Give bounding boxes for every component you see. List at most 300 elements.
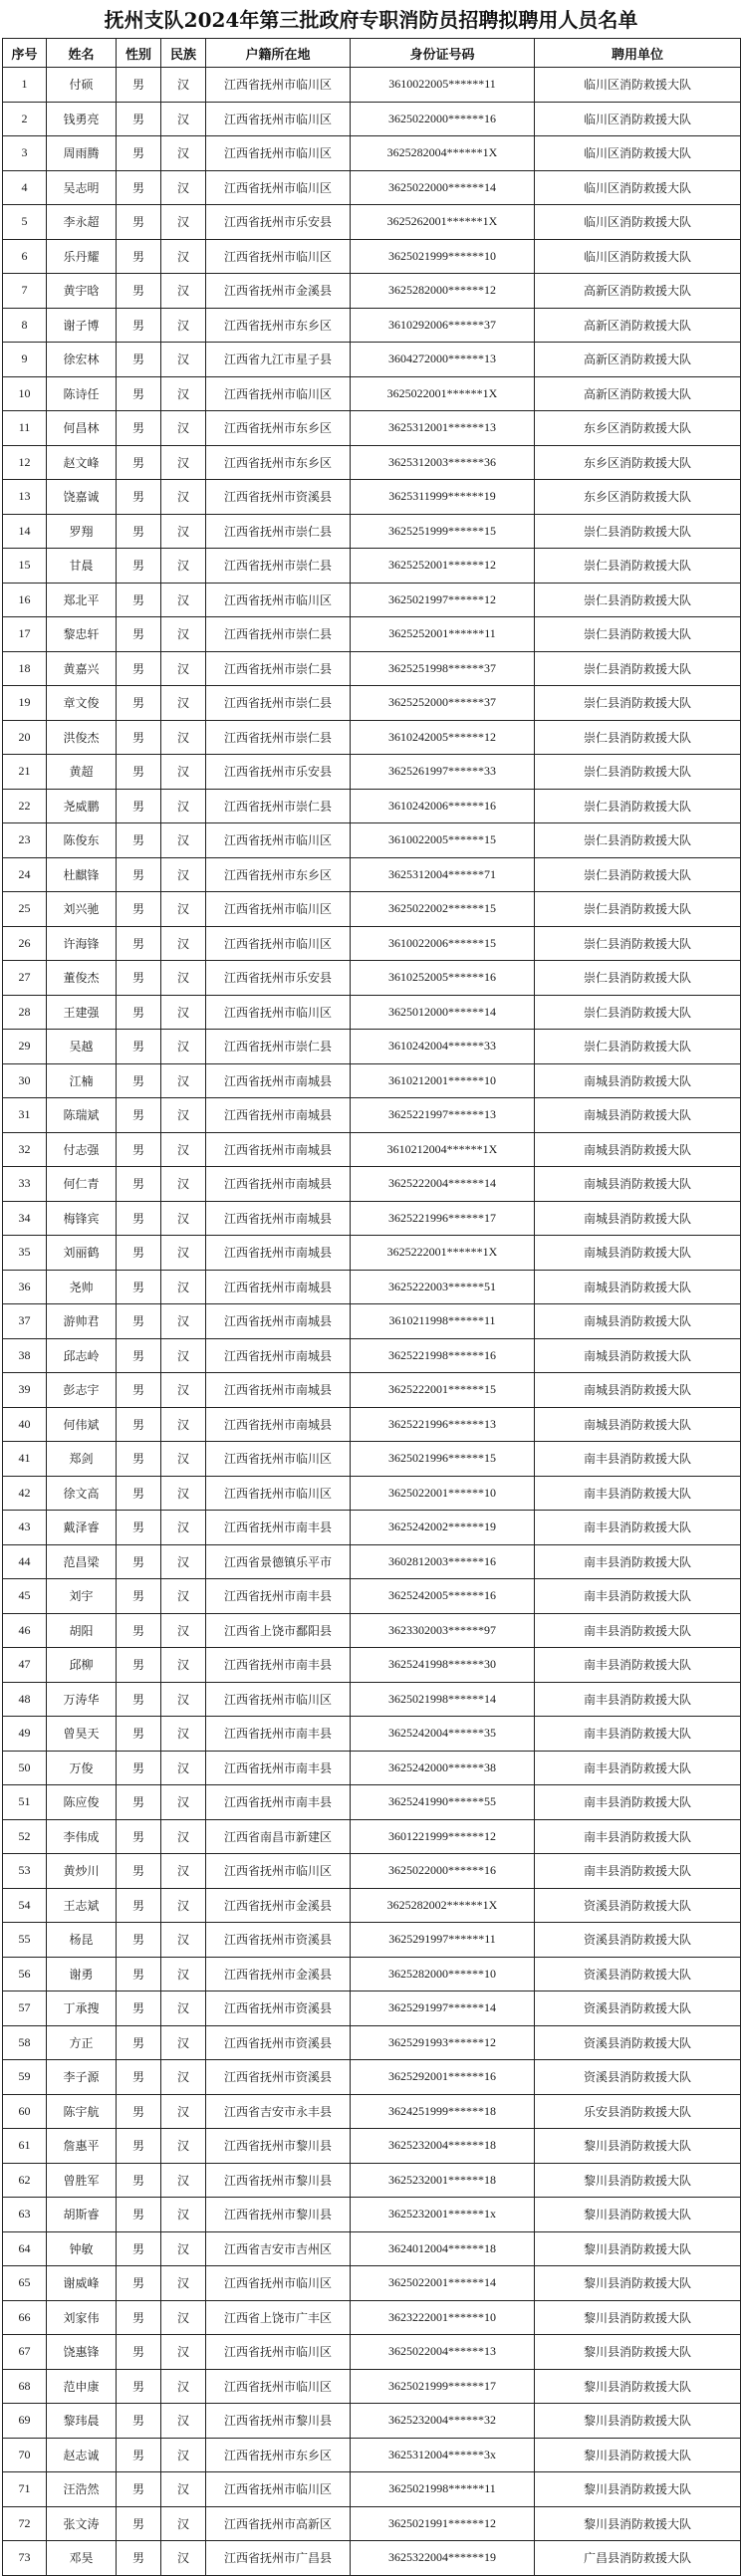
cell-gender: 男: [117, 2231, 161, 2266]
header-ethnicity: 民族: [161, 39, 206, 68]
cell-hometown: 江西省抚州市崇仁县: [206, 617, 351, 652]
cell-gender: 男: [117, 1304, 161, 1339]
table-row: [3, 1132, 741, 1167]
table-row: [3, 2129, 741, 2164]
cell-employer: 崇仁县消防救援大队: [535, 755, 741, 790]
table-row: [3, 2231, 741, 2266]
cell-hometown: 江西省抚州市南城县: [206, 1063, 351, 1098]
cell-id-number: 3625232001******18: [351, 2163, 535, 2198]
cell-hometown: 江西省抚州市黎川县: [206, 2163, 351, 2198]
cell-gender: 男: [117, 1613, 161, 1648]
table-row: [3, 308, 741, 343]
cell-hometown: 江西省抚州市临川区: [206, 2369, 351, 2404]
cell-gender: 男: [117, 376, 161, 411]
cell-ethnicity: 汉: [161, 2335, 206, 2370]
cell-number: 11: [3, 411, 47, 446]
cell-ethnicity: 汉: [161, 823, 206, 858]
cell-name: 李伟成: [47, 1819, 117, 1854]
header-hometown: 户籍所在地: [206, 39, 351, 68]
cell-employer: 崇仁县消防救援大队: [535, 514, 741, 549]
cell-hometown: 江西省抚州市临川区: [206, 1854, 351, 1889]
cell-id-number: 3610242006******16: [351, 789, 535, 823]
cell-gender: 男: [117, 857, 161, 892]
cell-ethnicity: 汉: [161, 755, 206, 790]
cell-number: 26: [3, 926, 47, 961]
cell-number: 65: [3, 2266, 47, 2301]
cell-name: 江楠: [47, 1063, 117, 1098]
cell-hometown: 江西省抚州市南丰县: [206, 1579, 351, 1614]
cell-gender: 男: [117, 1201, 161, 1236]
cell-employer: 崇仁县消防救援大队: [535, 686, 741, 721]
cell-name: 黄超: [47, 755, 117, 790]
cell-ethnicity: 汉: [161, 1991, 206, 2026]
cell-ethnicity: 汉: [161, 686, 206, 721]
table-row: [3, 1751, 741, 1785]
cell-gender: 男: [117, 1063, 161, 1098]
cell-employer: 崇仁县消防救援大队: [535, 1030, 741, 1064]
table-row: [3, 583, 741, 617]
cell-ethnicity: 汉: [161, 205, 206, 240]
cell-gender: 男: [117, 2266, 161, 2301]
cell-id-number: 3625261997******33: [351, 755, 535, 790]
cell-employer: 崇仁县消防救援大队: [535, 961, 741, 996]
cell-ethnicity: 汉: [161, 480, 206, 515]
cell-employer: 南丰县消防救援大队: [535, 1511, 741, 1545]
cell-employer: 南城县消防救援大队: [535, 1098, 741, 1133]
cell-number: 51: [3, 1785, 47, 1820]
cell-employer: 南丰县消防救援大队: [535, 1682, 741, 1717]
cell-number: 47: [3, 1648, 47, 1683]
cell-hometown: 江西省南昌市新建区: [206, 1819, 351, 1854]
cell-name: 陈俊东: [47, 823, 117, 858]
cell-gender: 男: [117, 2438, 161, 2472]
cell-ethnicity: 汉: [161, 68, 206, 103]
cell-id-number: 3625022001******14: [351, 2266, 535, 2301]
cell-ethnicity: 汉: [161, 2266, 206, 2301]
cell-number: 72: [3, 2506, 47, 2541]
table-row: [3, 1030, 741, 1064]
cell-employer: 黎川县消防救援大队: [535, 2506, 741, 2541]
cell-name: 章文俊: [47, 686, 117, 721]
table-row: [3, 1717, 741, 1752]
table-row: [3, 1888, 741, 1923]
table-row: [3, 1236, 741, 1271]
cell-employer: 南城县消防救援大队: [535, 1304, 741, 1339]
cell-employer: 资溪县消防救援大队: [535, 1957, 741, 1991]
table-row: [3, 1167, 741, 1202]
cell-name: 游帅君: [47, 1304, 117, 1339]
cell-hometown: 江西省抚州市乐安县: [206, 205, 351, 240]
table-row: [3, 2060, 741, 2095]
cell-number: 10: [3, 376, 47, 411]
table-row: [3, 651, 741, 686]
cell-ethnicity: 汉: [161, 2369, 206, 2404]
table-row: [3, 2472, 741, 2507]
cell-ethnicity: 汉: [161, 1338, 206, 1373]
cell-id-number: 3625221996******13: [351, 1407, 535, 1442]
cell-ethnicity: 汉: [161, 926, 206, 961]
cell-hometown: 江西省上饶市鄱阳县: [206, 1613, 351, 1648]
cell-ethnicity: 汉: [161, 2438, 206, 2472]
cell-ethnicity: 汉: [161, 2025, 206, 2060]
table-body: [3, 68, 741, 2576]
cell-gender: 男: [117, 2129, 161, 2164]
cell-id-number: 3625022001******10: [351, 1476, 535, 1511]
cell-ethnicity: 汉: [161, 1236, 206, 1271]
cell-id-number: 3610252005******16: [351, 961, 535, 996]
cell-number: 53: [3, 1854, 47, 1889]
cell-ethnicity: 汉: [161, 343, 206, 377]
cell-gender: 男: [117, 2025, 161, 2060]
cell-gender: 男: [117, 1544, 161, 1579]
cell-gender: 男: [117, 2506, 161, 2541]
cell-employer: 崇仁县消防救援大队: [535, 857, 741, 892]
cell-id-number: 3625021997******12: [351, 583, 535, 617]
header-gender: 性别: [117, 39, 161, 68]
cell-name: 何伟斌: [47, 1407, 117, 1442]
cell-name: 徐宏林: [47, 343, 117, 377]
cell-ethnicity: 汉: [161, 1957, 206, 1991]
cell-hometown: 江西省抚州市资溪县: [206, 480, 351, 515]
cell-gender: 男: [117, 1098, 161, 1133]
cell-ethnicity: 汉: [161, 1304, 206, 1339]
cell-hometown: 江西省九江市星子县: [206, 343, 351, 377]
cell-name: 郑北平: [47, 583, 117, 617]
cell-ethnicity: 汉: [161, 376, 206, 411]
cell-ethnicity: 汉: [161, 1098, 206, 1133]
cell-gender: 男: [117, 1819, 161, 1854]
cell-id-number: 3625322004******19: [351, 2541, 535, 2576]
cell-employer: 崇仁县消防救援大队: [535, 926, 741, 961]
cell-gender: 男: [117, 2335, 161, 2370]
cell-number: 30: [3, 1063, 47, 1098]
cell-number: 71: [3, 2472, 47, 2507]
cell-id-number: 3625022000******14: [351, 170, 535, 205]
cell-number: 18: [3, 651, 47, 686]
cell-ethnicity: 汉: [161, 102, 206, 136]
cell-hometown: 江西省抚州市南丰县: [206, 1751, 351, 1785]
cell-hometown: 江西省吉安市吉州区: [206, 2231, 351, 2266]
table-row: [3, 1648, 741, 1683]
cell-name: 徐文高: [47, 1476, 117, 1511]
cell-ethnicity: 汉: [161, 136, 206, 171]
cell-name: 黄宇晗: [47, 274, 117, 309]
cell-number: 58: [3, 2025, 47, 2060]
cell-ethnicity: 汉: [161, 1579, 206, 1614]
cell-number: 57: [3, 1991, 47, 2026]
cell-gender: 男: [117, 308, 161, 343]
cell-hometown: 江西省抚州市临川区: [206, 823, 351, 858]
cell-gender: 男: [117, 1338, 161, 1373]
cell-number: 16: [3, 583, 47, 617]
table-row: [3, 857, 741, 892]
cell-employer: 南城县消防救援大队: [535, 1132, 741, 1167]
table-row: [3, 1682, 741, 1717]
cell-number: 67: [3, 2335, 47, 2370]
cell-id-number: 3625282004******1X: [351, 136, 535, 171]
cell-number: 31: [3, 1098, 47, 1133]
cell-name: 曾昊天: [47, 1717, 117, 1752]
cell-ethnicity: 汉: [161, 892, 206, 927]
header-name: 姓名: [47, 39, 117, 68]
table-row: [3, 102, 741, 136]
cell-ethnicity: 汉: [161, 2300, 206, 2335]
cell-hometown: 江西省抚州市金溪县: [206, 1888, 351, 1923]
cell-employer: 南城县消防救援大队: [535, 1063, 741, 1098]
cell-id-number: 3625222001******1X: [351, 1236, 535, 1271]
cell-name: 邱志岭: [47, 1338, 117, 1373]
cell-ethnicity: 汉: [161, 411, 206, 446]
table-row: [3, 1819, 741, 1854]
cell-gender: 男: [117, 1957, 161, 1991]
cell-name: 乐丹耀: [47, 239, 117, 274]
cell-ethnicity: 汉: [161, 961, 206, 996]
cell-hometown: 江西省抚州市崇仁县: [206, 651, 351, 686]
cell-hometown: 江西省抚州市高新区: [206, 2506, 351, 2541]
table-row: [3, 411, 741, 446]
cell-employer: 崇仁县消防救援大队: [535, 549, 741, 584]
table-row: [3, 1304, 741, 1339]
cell-hometown: 江西省抚州市南城县: [206, 1338, 351, 1373]
table-row: [3, 1579, 741, 1614]
cell-id-number: 3625282002******1X: [351, 1888, 535, 1923]
cell-employer: 南丰县消防救援大队: [535, 1648, 741, 1683]
cell-id-number: 3625242002******19: [351, 1511, 535, 1545]
cell-ethnicity: 汉: [161, 1888, 206, 1923]
cell-name: 尧威鹏: [47, 789, 117, 823]
cell-number: 34: [3, 1201, 47, 1236]
cell-ethnicity: 汉: [161, 2060, 206, 2095]
cell-number: 9: [3, 343, 47, 377]
cell-number: 17: [3, 617, 47, 652]
cell-number: 48: [3, 1682, 47, 1717]
cell-name: 胡阳: [47, 1613, 117, 1648]
cell-employer: 南丰县消防救援大队: [535, 1476, 741, 1511]
cell-ethnicity: 汉: [161, 549, 206, 584]
cell-number: 69: [3, 2404, 47, 2439]
cell-hometown: 江西省抚州市南丰县: [206, 1648, 351, 1683]
cell-id-number: 3625312001******13: [351, 411, 535, 446]
cell-id-number: 3625022004******13: [351, 2335, 535, 2370]
cell-ethnicity: 汉: [161, 1476, 206, 1511]
cell-name: 陈瑞斌: [47, 1098, 117, 1133]
cell-hometown: 江西省抚州市临川区: [206, 170, 351, 205]
table-row: [3, 755, 741, 790]
cell-id-number: 3625022000******16: [351, 1854, 535, 1889]
cell-ethnicity: 汉: [161, 1511, 206, 1545]
cell-name: 饶惠锋: [47, 2335, 117, 2370]
cell-number: 3: [3, 136, 47, 171]
cell-name: 饶嘉诚: [47, 480, 117, 515]
cell-number: 5: [3, 205, 47, 240]
cell-name: 黎忠轩: [47, 617, 117, 652]
cell-number: 63: [3, 2198, 47, 2232]
cell-gender: 男: [117, 2060, 161, 2095]
cell-ethnicity: 汉: [161, 720, 206, 755]
cell-id-number: 3625022002******15: [351, 892, 535, 927]
table-row: [3, 480, 741, 515]
cell-gender: 男: [117, 2163, 161, 2198]
cell-name: 万涛华: [47, 1682, 117, 1717]
cell-number: 24: [3, 857, 47, 892]
cell-number: 32: [3, 1132, 47, 1167]
cell-hometown: 江西省抚州市东乡区: [206, 445, 351, 480]
cell-employer: 黎川县消防救援大队: [535, 2300, 741, 2335]
cell-id-number: 3624251999******18: [351, 2094, 535, 2129]
cell-employer: 资溪县消防救援大队: [535, 2025, 741, 2060]
cell-ethnicity: 汉: [161, 2163, 206, 2198]
roster-table: [2, 38, 741, 2576]
cell-name: 张文涛: [47, 2506, 117, 2541]
cell-employer: 崇仁县消防救援大队: [535, 789, 741, 823]
cell-hometown: 江西省上饶市广丰区: [206, 2300, 351, 2335]
header-no: 序号: [3, 39, 47, 68]
cell-name: 刘宇: [47, 1579, 117, 1614]
cell-employer: 资溪县消防救援大队: [535, 1888, 741, 1923]
cell-employer: 东乡区消防救援大队: [535, 445, 741, 480]
cell-employer: 南丰县消防救援大队: [535, 1751, 741, 1785]
cell-employer: 黎川县消防救援大队: [535, 2369, 741, 2404]
table-row: [3, 1511, 741, 1545]
cell-name: 谢威峰: [47, 2266, 117, 2301]
table-row: [3, 2198, 741, 2232]
cell-employer: 黎川县消防救援大队: [535, 2438, 741, 2472]
table-row: [3, 2438, 741, 2472]
cell-hometown: 江西省抚州市黎川县: [206, 2198, 351, 2232]
cell-name: 陈宇航: [47, 2094, 117, 2129]
cell-id-number: 3625252001******12: [351, 549, 535, 584]
cell-gender: 男: [117, 68, 161, 103]
cell-employer: 临川区消防救援大队: [535, 68, 741, 103]
cell-id-number: 3625021999******17: [351, 2369, 535, 2404]
cell-ethnicity: 汉: [161, 1923, 206, 1958]
cell-gender: 男: [117, 343, 161, 377]
cell-number: 60: [3, 2094, 47, 2129]
cell-number: 66: [3, 2300, 47, 2335]
cell-gender: 男: [117, 1132, 161, 1167]
cell-employer: 黎川县消防救援大队: [535, 2129, 741, 2164]
cell-id-number: 3625221996******17: [351, 1201, 535, 1236]
cell-hometown: 江西省抚州市乐安县: [206, 961, 351, 996]
cell-name: 陈诗任: [47, 376, 117, 411]
cell-name: 彭志宇: [47, 1373, 117, 1408]
cell-hometown: 江西省抚州市临川区: [206, 1476, 351, 1511]
cell-number: 70: [3, 2438, 47, 2472]
cell-gender: 男: [117, 1407, 161, 1442]
cell-ethnicity: 汉: [161, 583, 206, 617]
cell-ethnicity: 汉: [161, 995, 206, 1030]
cell-employer: 临川区消防救援大队: [535, 102, 741, 136]
cell-hometown: 江西省抚州市崇仁县: [206, 789, 351, 823]
cell-gender: 男: [117, 926, 161, 961]
cell-gender: 男: [117, 1167, 161, 1202]
cell-gender: 男: [117, 1785, 161, 1820]
cell-number: 50: [3, 1751, 47, 1785]
table-row: [3, 720, 741, 755]
cell-gender: 男: [117, 102, 161, 136]
cell-name: 刘丽鹤: [47, 1236, 117, 1271]
cell-ethnicity: 汉: [161, 2129, 206, 2164]
cell-name: 王建强: [47, 995, 117, 1030]
cell-gender: 男: [117, 1751, 161, 1785]
cell-name: 胡斯睿: [47, 2198, 117, 2232]
table-row: [3, 1407, 741, 1442]
cell-ethnicity: 汉: [161, 1373, 206, 1408]
cell-hometown: 江西省抚州市南城县: [206, 1132, 351, 1167]
cell-employer: 高新区消防救援大队: [535, 343, 741, 377]
cell-hometown: 江西省抚州市临川区: [206, 1682, 351, 1717]
cell-id-number: 3610212001******10: [351, 1063, 535, 1098]
cell-gender: 男: [117, 583, 161, 617]
cell-number: 23: [3, 823, 47, 858]
cell-gender: 男: [117, 1579, 161, 1614]
cell-id-number: 3625311999******19: [351, 480, 535, 515]
cell-ethnicity: 汉: [161, 308, 206, 343]
cell-number: 4: [3, 170, 47, 205]
cell-name: 曾胜军: [47, 2163, 117, 2198]
cell-hometown: 江西省抚州市崇仁县: [206, 1030, 351, 1064]
cell-id-number: 3625222003******51: [351, 1270, 535, 1304]
cell-id-number: 3610212004******1X: [351, 1132, 535, 1167]
cell-ethnicity: 汉: [161, 2198, 206, 2232]
cell-employer: 黎川县消防救援大队: [535, 2266, 741, 2301]
cell-gender: 男: [117, 1511, 161, 1545]
cell-number: 38: [3, 1338, 47, 1373]
cell-name: 付硕: [47, 68, 117, 103]
cell-name: 洪俊杰: [47, 720, 117, 755]
cell-id-number: 3625222001******15: [351, 1373, 535, 1408]
cell-gender: 男: [117, 1476, 161, 1511]
table-row: [3, 926, 741, 961]
table-row: [3, 136, 741, 171]
table-row: [3, 274, 741, 309]
cell-hometown: 江西省抚州市东乡区: [206, 308, 351, 343]
cell-name: 钟敏: [47, 2231, 117, 2266]
cell-id-number: 3625021991******12: [351, 2506, 535, 2541]
cell-id-number: 3610022005******15: [351, 823, 535, 858]
cell-employer: 崇仁县消防救援大队: [535, 583, 741, 617]
cell-hometown: 江西省吉安市永丰县: [206, 2094, 351, 2129]
cell-hometown: 江西省抚州市南城县: [206, 1236, 351, 1271]
cell-hometown: 江西省抚州市临川区: [206, 892, 351, 927]
cell-id-number: 3625012000******14: [351, 995, 535, 1030]
cell-gender: 男: [117, 1991, 161, 2026]
cell-name: 丁承搜: [47, 1991, 117, 2026]
cell-name: 赵志诚: [47, 2438, 117, 2472]
cell-gender: 男: [117, 205, 161, 240]
cell-ethnicity: 汉: [161, 514, 206, 549]
table-row: [3, 789, 741, 823]
table-row: [3, 2163, 741, 2198]
table-row: [3, 205, 741, 240]
cell-id-number: 3625282000******10: [351, 1957, 535, 1991]
cell-id-number: 3625232001******1x: [351, 2198, 535, 2232]
cell-employer: 南城县消防救援大队: [535, 1270, 741, 1304]
cell-ethnicity: 汉: [161, 2231, 206, 2266]
cell-id-number: 3625242004******35: [351, 1717, 535, 1752]
cell-gender: 男: [117, 755, 161, 790]
cell-gender: 男: [117, 1854, 161, 1889]
cell-gender: 男: [117, 892, 161, 927]
cell-ethnicity: 汉: [161, 445, 206, 480]
cell-ethnicity: 汉: [161, 1854, 206, 1889]
cell-ethnicity: 汉: [161, 651, 206, 686]
cell-id-number: 3625252001******11: [351, 617, 535, 652]
cell-id-number: 3625232004******32: [351, 2404, 535, 2439]
cell-hometown: 江西省抚州市资溪县: [206, 2025, 351, 2060]
cell-gender: 男: [117, 2094, 161, 2129]
cell-number: 20: [3, 720, 47, 755]
